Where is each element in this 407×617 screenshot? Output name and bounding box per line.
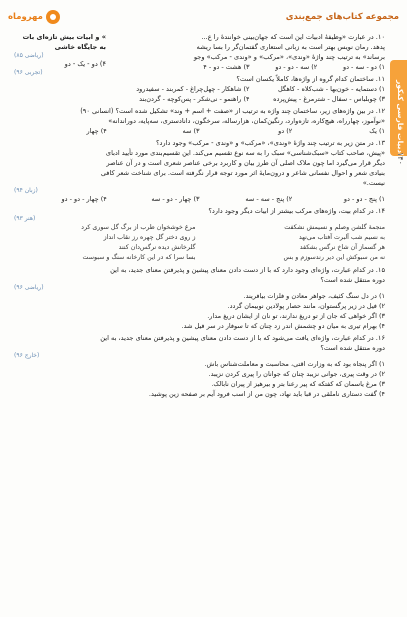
option-2: ۲) دو xyxy=(278,127,293,135)
logo-text: مهروماه xyxy=(8,12,43,22)
verse: مرغ خوشخوان طرب از برگ گل سوری کرد xyxy=(81,224,196,231)
options xyxy=(114,84,385,104)
side-column xyxy=(14,32,106,106)
question-line: دوره منتقل شده است؟ xyxy=(320,276,385,284)
source-tag: (تجربی ۹۶) xyxy=(14,69,43,76)
option-1: ۱) دستمایه - خون‌بها - شب‌کلاه - کاهگل xyxy=(277,85,385,93)
side-option: ۴) دو - یک - دو xyxy=(64,60,106,68)
verse: منجمهٔ گلشن وصلم و نسیمش نشکفت xyxy=(284,224,385,231)
option-2: ۲) سه - دو - دو xyxy=(275,63,318,71)
option-1: ۱) در دل سنگ کثیف، جواهر معادن و فلزات بیافریند. xyxy=(243,292,385,300)
question-14 xyxy=(14,206,385,263)
question-line: ۱۰. در عبارت «وظیفهٔ ادبیات این است که جهان‌بینی خوانندهٔ را ع... xyxy=(201,33,385,41)
option-2: ۲) فیل در زیر پرگستوان، مانند حصار پولادین نوبیمان گردد. xyxy=(227,302,385,310)
option-4: ۴) گفت دستاری ناملقی در قبا باید نهاد، چون من از اسب فرود آیم بر صفحه زین پوشید. xyxy=(148,390,385,398)
question-line: دوره منتقل شده است؟ xyxy=(320,344,385,352)
publisher-logo xyxy=(8,10,60,24)
option-2: ۲) پنج - سه - سه xyxy=(245,195,293,203)
question-line: «پیش، صاحب کتاب «سبک‌شناسی» سبک را به سه نوع تقسیم می‌کند. این تقسیم‌بندی مورد تأیید ادبای xyxy=(105,149,385,157)
logo-icon xyxy=(46,10,60,24)
question-13 xyxy=(14,138,385,204)
question-line: ۱۵. در کدام عبارت، واژه‌ای وجود دارد که با از دست دادن معنای پیشین و پذیرفتن معنای جدید، به این xyxy=(110,266,385,274)
verse: هر گسماز آن شاخ نرگس بشکفد xyxy=(299,244,385,251)
source-tag: (هنر ۹۳) xyxy=(14,215,36,222)
verse: گلرخانش دیده نرگس‌دان کنند xyxy=(118,244,196,251)
question-16 xyxy=(14,333,385,399)
page-header xyxy=(8,6,399,28)
chapter-side-tab-label: ادبیات فارسی کنکور xyxy=(396,80,405,156)
verse: ز روی دختر گل چهره رز نقاب انداز xyxy=(103,234,196,241)
main-column xyxy=(114,32,385,106)
question-line: دیگر قرار می‌گیرد اما چون ملاک اصلی آن طرز بیان و کاربرد برخی عناصر شعری است و در آن عناصر xyxy=(106,159,385,167)
option-2: ۲) در وقت پیری، جوانی نزیبد چنان که جوانان را پیری کردن نزیبد. xyxy=(208,370,385,378)
content xyxy=(14,32,385,611)
source-tag: (خارج ۹۶) xyxy=(14,352,40,359)
verse: نه من سبوکش این دیر رندسوزم و بس xyxy=(283,254,385,261)
option-1: ۱) پنج - دو - دو xyxy=(343,195,385,203)
options xyxy=(14,126,385,136)
option-1: ۱) یک xyxy=(369,127,385,135)
header-title: مجموعه کتاب‌های جمع‌بندی xyxy=(285,12,399,22)
top-columns xyxy=(14,32,385,106)
options xyxy=(14,359,385,399)
options xyxy=(14,291,385,331)
option-2: ۲) شاهکار - چهل‌چراغ - کمربند - سفیدرود xyxy=(136,85,250,93)
option-4: ۴) بهرام تیری به میان دو چشمش اندر زد چنان که تا سوفار در سر فیل شد. xyxy=(181,322,385,330)
question-line: ۱۲. در بین واژه‌های زیر، ساختمان چند واژه به ترتیب از «صفت + اسم + وند» تشکیل شده است؟ (انسانی ۹۰) xyxy=(80,107,385,115)
question-line: بنیادی شعر و احوال نفسانی شاعر و درون‌مایهٔ اثر مورد توجه قرار نگرفته است. برای شناخت شعر کافی xyxy=(100,169,385,177)
question-10 xyxy=(114,32,385,72)
side-text: » و ابیات بیش تازه‌ای بات به جایگاه خاشی xyxy=(22,33,106,51)
source-tag: (ریاضی ۸۵) xyxy=(14,52,44,59)
option-4: ۴) راهنمو - نی‌شکر - پس‌کوچه - گردن‌بند xyxy=(139,95,250,103)
question-text: ۱۱. ساختمان کدام گروه از واژه‌ها، کاملاً یکسان است؟ xyxy=(236,75,385,83)
source-tag: (زبان ۹۴) xyxy=(14,187,38,194)
option-1: ۱) اگر پنجاه بود که به وزارت اقتی، محاسبت و معاملت‌شناس باش. xyxy=(204,360,385,368)
question-line: نیست.» xyxy=(362,179,385,187)
question-line: «نوآموز، چهارراه، هیچ‌کاره، تازه‌وارد، رنگین‌کمان، هزارساله، سرخگون، دانادستری، سه‌پایه، دوراندانه» xyxy=(108,117,385,125)
question-text: ۱۴. در کدام بیت، واژه‌های مرکب بیشتر از ابیات دیگر وجود دارد؟ xyxy=(208,207,385,215)
verse: به نسیم شب آلبرت آفتاب می‌نهد xyxy=(298,234,385,241)
option-3: ۳) اگر خواهی که جان از تو دریغ ندارند، تو نان از ایشان دریغ مدار. xyxy=(207,312,385,320)
option-3: ۳) چوبلباس - سفال - شترمرغ - پیش‌پرده xyxy=(273,95,385,103)
option-3: ۳) مرغ یاسمان که کفتکه که پیر رعنا بتر و بیرهیز از پیران نابالک. xyxy=(211,380,385,388)
question-line: ۱۳. در متن زیر به ترتیب چند واژهٔ «وندی»، «مرکب» و «وندی - مرکب» وجود دارد؟ xyxy=(155,139,385,147)
options xyxy=(114,62,385,72)
option-3: ۳) چهار - دو - سه xyxy=(151,195,200,203)
option-3: ۳) سه xyxy=(182,127,200,135)
page-number: ۱۴۰ xyxy=(396,152,405,165)
option-4: ۴) چهار xyxy=(86,127,107,135)
options xyxy=(14,194,385,204)
poem-options xyxy=(14,223,385,263)
question-11 xyxy=(114,74,385,104)
option-3: ۳) هشت - دو - ۴ xyxy=(203,63,250,71)
verse: بسا سرا که در این کارخانه سنگ و سبوست xyxy=(82,254,196,261)
source-tag: (ریاضی ۹۶) xyxy=(14,284,44,291)
option-4: ۴) چهار - دو - دو xyxy=(61,195,107,203)
question-line: پدهد. رمان نویس بهتر است به زبانی استعاری گفتمان‌گر را بسا ریشه xyxy=(196,43,385,51)
question-line: ۱۶. در کدام عبارت، واژه‌ای یافت می‌شود که با از دست دادن معنای پیشین و پذیرفتن معنای جدید، به این xyxy=(100,334,385,342)
option-1: ۱) دو - سه - دو xyxy=(342,63,385,71)
question-15 xyxy=(14,265,385,331)
question-line: برساند» به ترتیب چند واژهٔ «وندی»، «مرکب» و «وندی - مرکب» وجو xyxy=(193,53,385,61)
question-12 xyxy=(14,106,385,136)
